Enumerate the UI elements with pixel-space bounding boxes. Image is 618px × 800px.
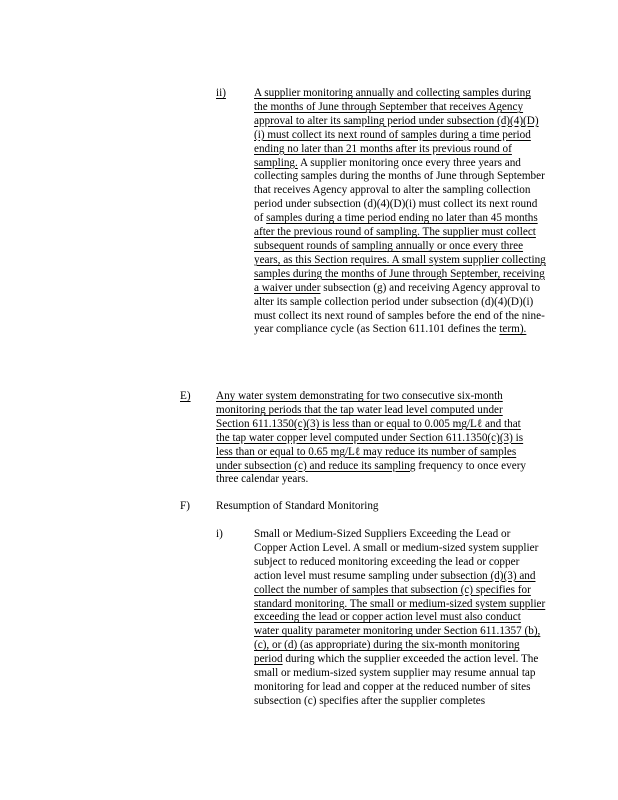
section-e-text [216,390,536,487]
text-segment: subsection (d)(3) and collect the number of samples that subsection (c) specifies for standard monitoring. The small or medium-sized system supplier exceeding the lead or copper action level must also conduct water quality parameter monitoring under Section 611.1357 (b), (c), or (d) (as appropriate) during the six-month monitoring period [254,569,546,666]
text-segment: term). [499,323,527,336]
section-f-label: F) [180,500,190,512]
section-f-i-label: i) [216,528,223,540]
text-segment: A supplier monitoring once every three years and collecting samples during the months of June through September that receives Agency approval to alter the sampling collection period under subsection (d)(4)(D)(i) must collect its next round of [254,156,545,225]
text-segment: Any water system demonstrating for two consecutive six-month monitoring periods that the tap water lead level computed under Section 611.1350(c)(3) is less than or equal to 0.005 mg/Lℓ and that the tap water copper level computed under Section 611.1350(c)(3) is less than or equal to 0.65 mg/Lℓ may reduce its number of samples under subsection (c) and reduce its sampling [216,390,524,472]
section-f-title: Resumption of Standard Monitoring [216,500,379,512]
text-segment: subsection (g) and receiving Agency approval to alter its sample collection period under subsection (d)(4)(D)(i) must collect its next round of samples before the end of the nine-year compliance cycle (as Section 611.101 defines the [254,281,545,336]
section-f-i-text [254,528,546,709]
text-segment: during which the supplier exceeded the action level. The small or medium-sized system supplier may resume annual tap monitoring for lead and copper at the reduced number of sites subsection (c) specifies after the supplier completes [254,653,539,707]
text-segment: A supplier monitoring annually and collecting samples during the months of June through September that receives Agency approval to alter its sampling period under subsection (d)(4)(D)(i) must collect its next round of samples during a time period ending no later than 21 months after its previous round of sampling. [254,87,539,169]
text-segment: samples during a time period ending no later than 45 months after the previous round of sampling. The supplier must collect subsequent rounds of sampling annually or once every three years, as this Section requires. A small system supplier collecting samples during the months of June through September, receiving a waiver under [254,212,546,294]
section-e-ii-label: ii) [216,87,226,99]
section-e-label: E) [180,390,191,402]
section-e-ii-text [254,87,546,337]
text-segment: Small or Medium-Sized Suppliers Exceeding the Lead or Copper Action Level. A small or medium-sized system supplier subject to reduced monitoring exceeding the lead or copper action level must resume sampling under [254,528,539,582]
text-segment: frequency to once every three calendar years. [216,459,527,486]
